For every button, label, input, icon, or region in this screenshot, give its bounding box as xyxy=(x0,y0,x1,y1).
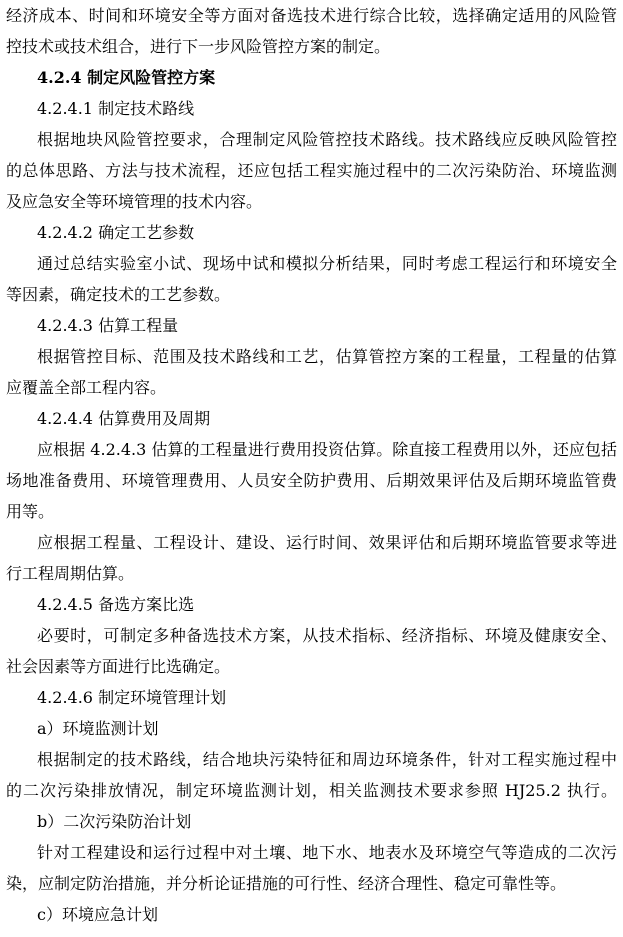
paragraph-line: 用等。 xyxy=(6,502,55,521)
subsection-heading: 4.2.4.6 制定环境管理计划 xyxy=(37,688,227,707)
subsection-heading: 4.2.4.4 估算费用及周期 xyxy=(37,409,211,428)
list-item-heading: c）环境应急计划 xyxy=(37,905,158,924)
paragraph-line: 控技术或技术组合，进行下一步风险管控方案的制定。 xyxy=(6,37,391,56)
paragraph-line: 通过总结实验室小试、现场中试和模拟分析结果，同时考虑工程运行和环境安全 xyxy=(37,254,617,273)
paragraph-line: 应根据 4.2.4.3 估算的工程量进行费用投资估算。除直接工程费用以外，还应包括 xyxy=(37,440,617,459)
subsection-heading: 4.2.4.5 备选方案比选 xyxy=(37,595,195,614)
paragraph-line: 针对工程建设和运行过程中对土壤、地下水、地表水及环境空气等造成的二次污 xyxy=(37,843,617,862)
paragraph-line: 等因素，确定技术的工艺参数。 xyxy=(6,285,231,304)
paragraph-line: 社会因素等方面进行比选确定。 xyxy=(6,657,231,676)
subsection-heading: 4.2.4.1 制定技术路线 xyxy=(37,99,195,118)
paragraph-line: 应根据工程量、工程设计、建设、运行时间、效果评估和后期环境监管要求等进 xyxy=(37,533,617,552)
paragraph-line: 场地准备费用、环境管理费用、人员安全防护费用、后期效果评估及后期环境监管费 xyxy=(6,471,617,490)
paragraph-line: 根据地块风险管控要求，合理制定风险管控技术路线。技术路线应反映风险管控 xyxy=(37,130,617,149)
subsection-heading: 4.2.4.3 估算工程量 xyxy=(37,316,179,335)
paragraph-line: 行工程周期估算。 xyxy=(6,564,135,583)
paragraph-line: 根据制定的技术路线，结合地块污染特征和周边环境条件，针对工程实施过程中 xyxy=(37,750,617,769)
paragraph-line: 必要时，可制定多种备选技术方案，从技术指标、经济指标、环境及健康安全、 xyxy=(37,626,617,645)
subsection-heading: 4.2.4.2 确定工艺参数 xyxy=(37,223,195,242)
section-heading: 4.2.4 制定风险管控方案 xyxy=(37,68,216,87)
paragraph-line: 染，应制定防治措施，并分析论证措施的可行性、经济合理性、稳定可靠性等。 xyxy=(6,874,567,893)
paragraph-line: 应覆盖全部工程内容。 xyxy=(6,378,167,397)
paragraph-line: 的二次污染排放情况，制定环境监测计划，相关监测技术要求参照 HJ25.2 执行。 xyxy=(6,781,617,800)
paragraph-line: 经济成本、时间和环境安全等方面对备选技术进行综合比较，选择确定适用的风险管 xyxy=(6,6,617,25)
list-item-heading: a）环境监测计划 xyxy=(37,719,159,738)
paragraph-line: 及应急安全等环境管理的技术内容。 xyxy=(6,192,263,211)
paragraph-line: 根据管控目标、范围及技术路线和工艺，估算管控方案的工程量，工程量的估算 xyxy=(37,347,617,366)
list-item-heading: b）二次污染防治计划 xyxy=(37,812,192,831)
paragraph-line: 的总体思路、方法与技术流程，还应包括工程实施过程中的二次污染防治、环境监测 xyxy=(6,161,617,180)
